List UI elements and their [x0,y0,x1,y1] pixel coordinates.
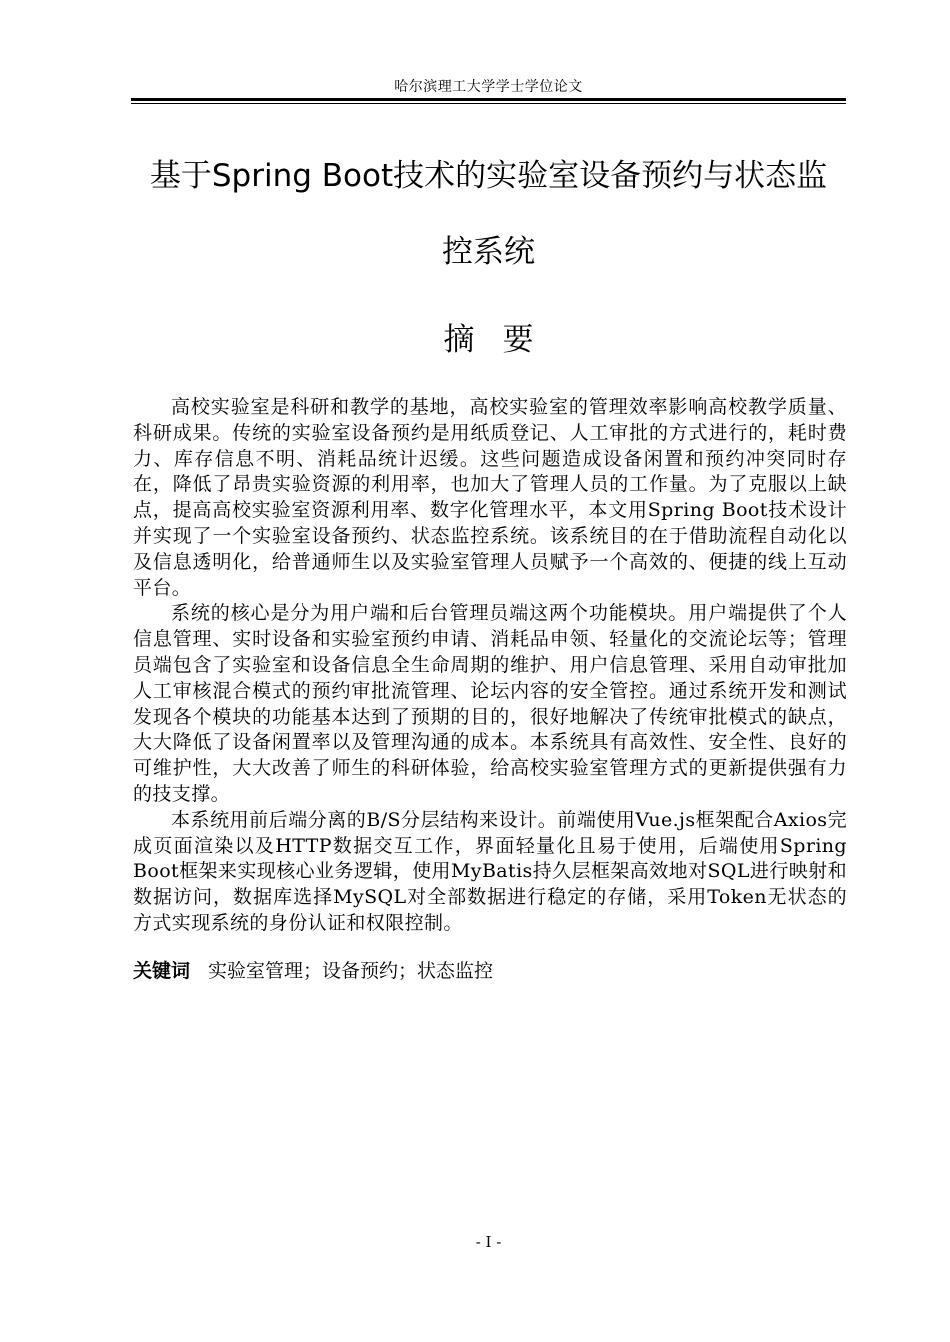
paper-title-line-1: 基于Spring Boot技术的实验室设备预约与状态监 [149,158,828,194]
abstract-paragraph-2: 系统的核心是分为用户端和后台管理员端这两个功能模块。用户端提供了个人信息管理、实时设备和实验室预约申请、消耗品申领、轻量化的交流论坛等；管理员端包含了实验室和设备信息全生命周期的维护、用户信息管理、采用自动审批加人工审核混合模式的预约审批流管理、论坛内容的安全管控。通过系统开发和测试发现各个模块的功能基本达到了预期的目的，很好地解决了传统审批模式的缺点，大大降低了设备闲置率以及管理沟通的成本。本系统具有高效性、安全性、良好的可维护性，大大改善了师生的科研体验，给高校实验室管理方式的更新提供强有力的技支撑。 [133,602,847,805]
keywords-value: 实验室管理；设备预约；状态监控 [208,960,494,982]
abstract-body [133,395,847,937]
header-rule-thin [131,103,846,104]
keywords-label: 关键词 [133,960,191,982]
header-rule [131,98,846,101]
paper-title-line-2: 控系统 [442,234,535,270]
page-number: - I - [475,1233,502,1251]
abstract-paragraph-3: 本系统用前后端分离的B/S分层结构来设计。前端使用Vue.js框架配合Axios完成页面渲染以及HTTP数据交互工作，界面轻量化且易于使用，后端使用Spring Boot框架来实现核心业务逻辑，使用MyBatis持久层框架高效地对SQL进行映射和数据访问，数据库选择MySQL对全部数据进行稳定的存储，采用Token无状态的方式实现系统的身份认证和权限控制。 [133,808,847,934]
running-header: 哈尔滨理工大学学士学位论文 [394,79,583,95]
abstract-paragraph-1: 高校实验室是科研和教学的基地，高校实验室的管理效率影响高校教学质量、科研成果。传统的实验室设备预约是用纸质登记、人工审批的方式进行的，耗时费力、库存信息不明、消耗品统计迟缓。这些问题造成设备闲置和预约冲突同时存在，降低了昂贵实验资源的利用率，也加大了管理人员的工作量。为了克服以上缺点，提高高校实验室资源利用率、数字化管理水平，本文用Spring Boot技术设计并实现了一个实验室设备预约、状态监控系统。该系统目的在于借助流程自动化以及信息透明化，给普通师生以及实验室管理人员赋予一个高效的、便捷的线上互动平台。 [133,396,847,599]
keywords-line [133,958,847,984]
abstract-heading: 摘要 [443,322,562,358]
